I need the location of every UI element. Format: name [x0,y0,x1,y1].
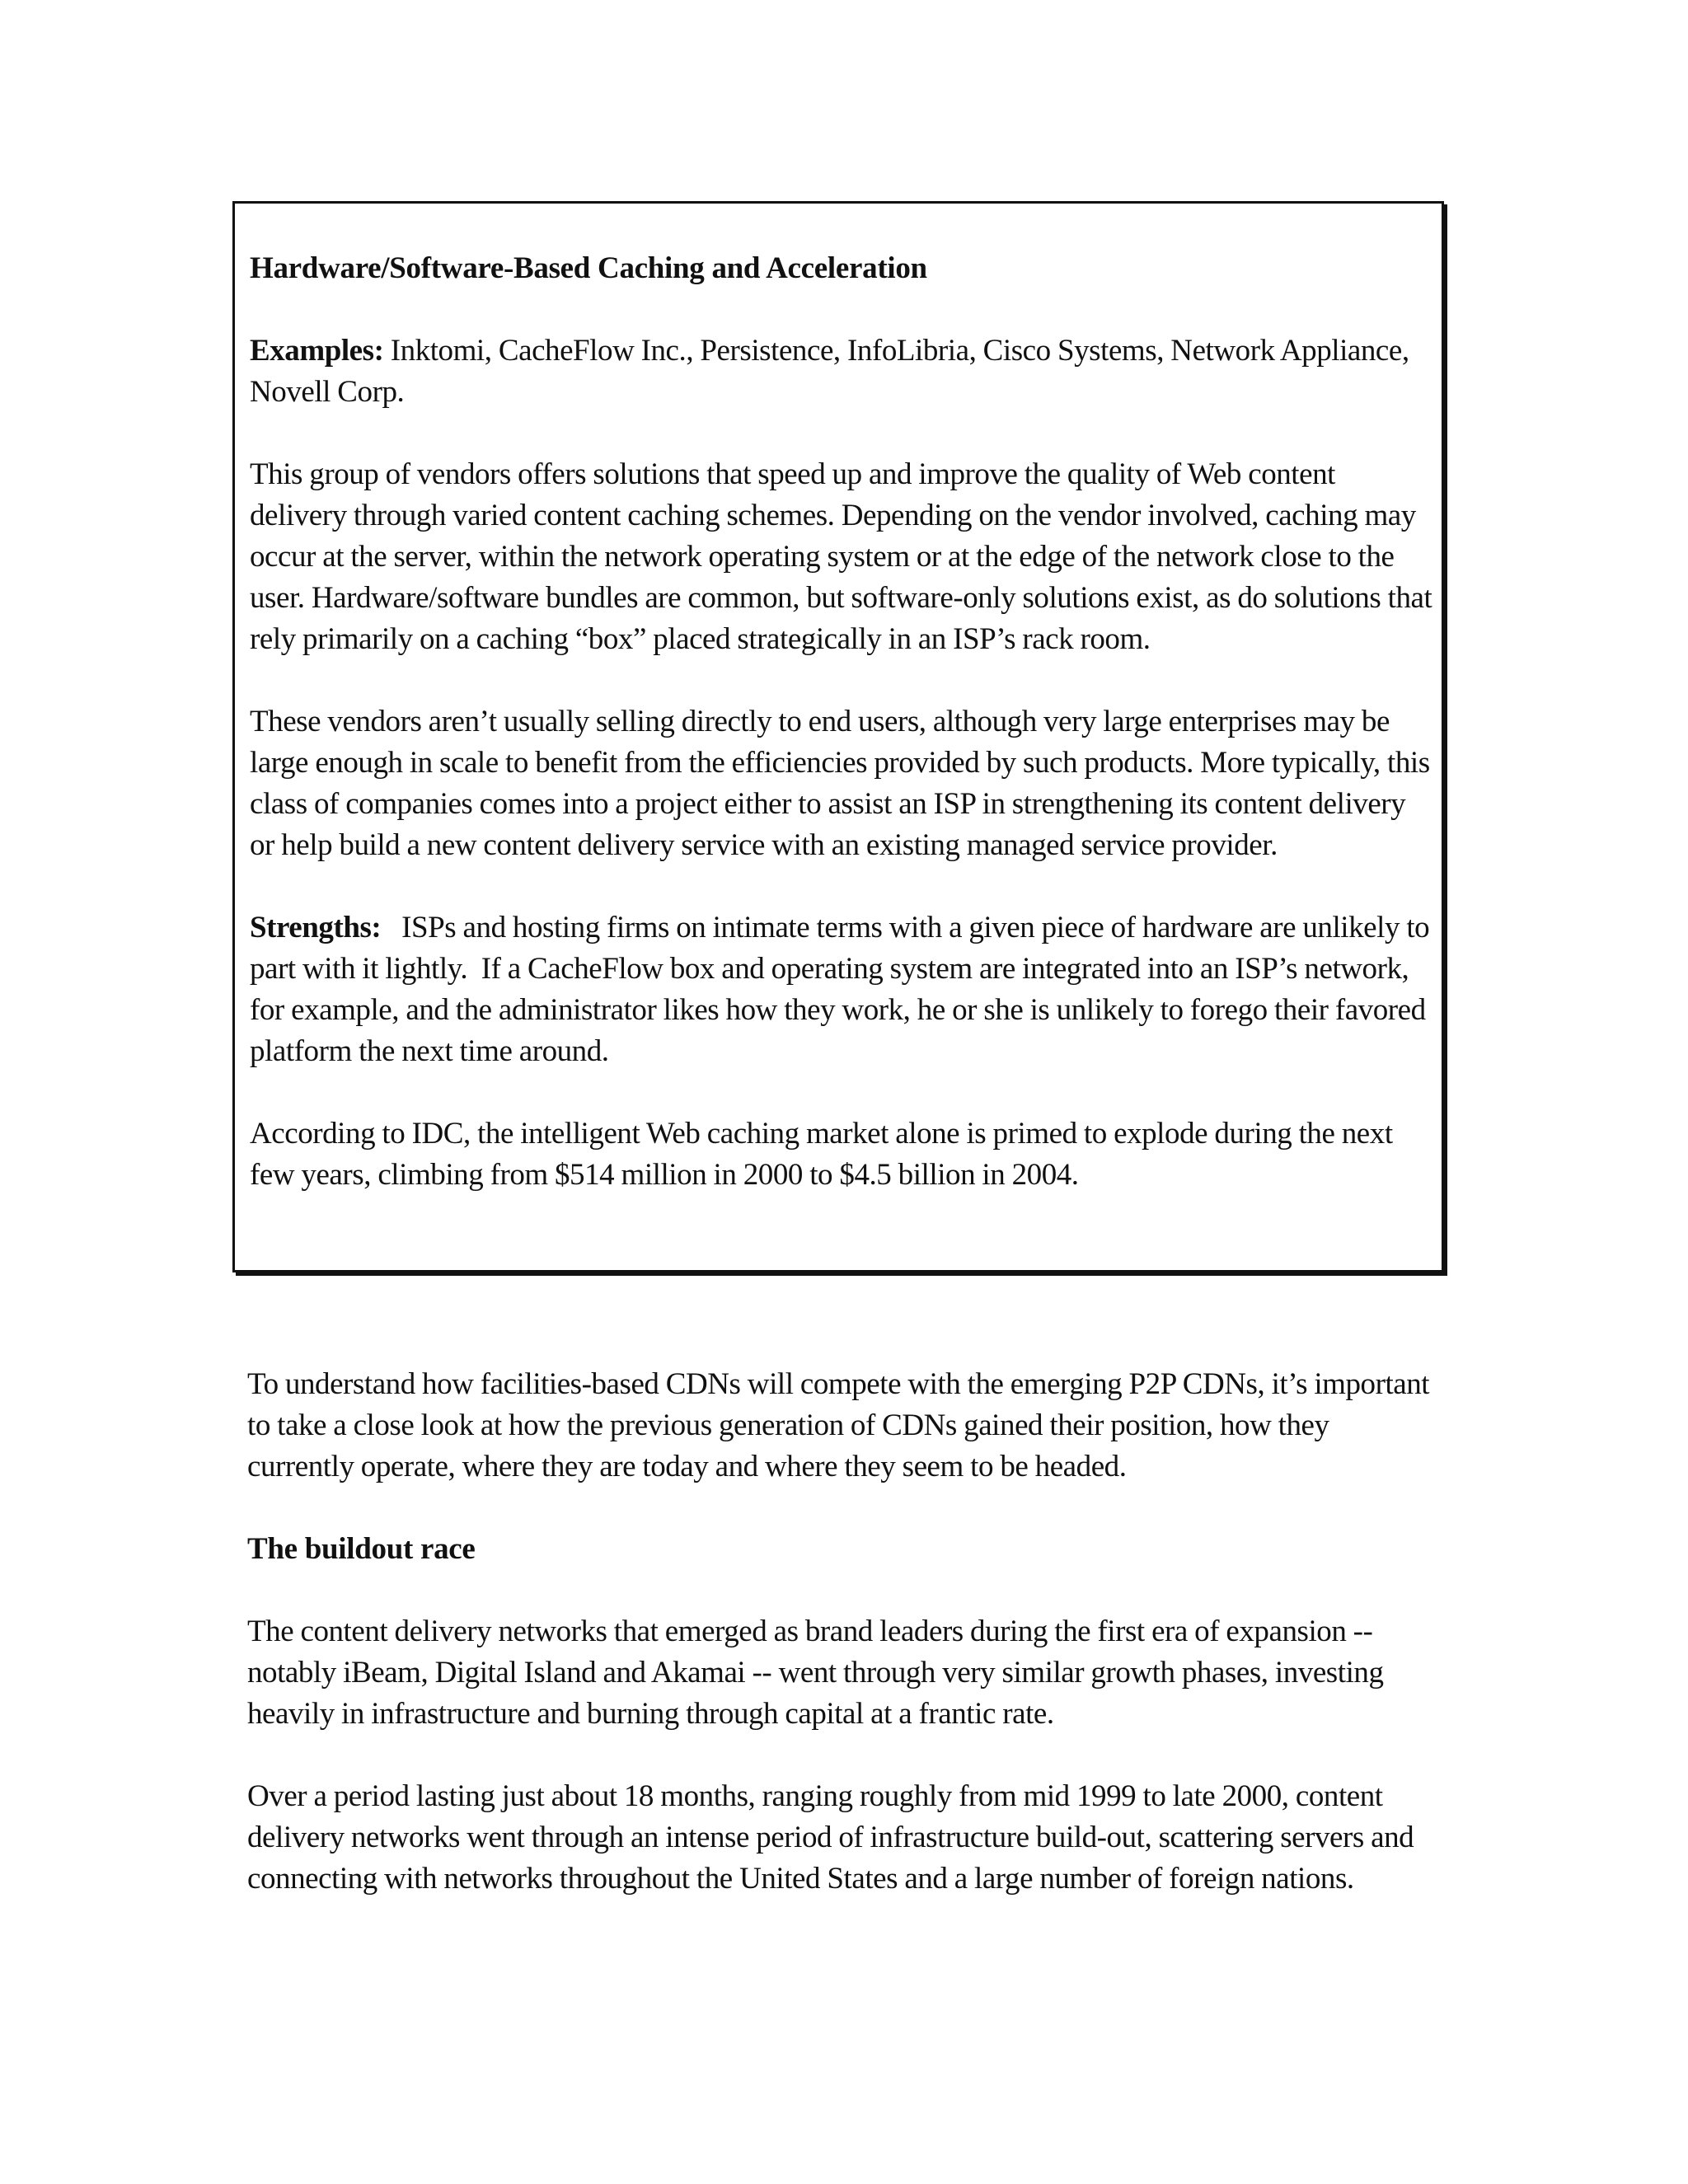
caching-sidebar-box [232,201,1444,1272]
sidebar-paragraph-3: According to IDC, the intelligent Web caching market alone is primed to explode during the next few years, climbing from $514 million in 2000 to $4.5 billion in 2004. [250,1117,1393,1192]
examples-label: Examples: [250,334,384,368]
sidebar-title: Hardware/Software-Based Caching and Acceleration [250,251,927,285]
main-body [247,1364,1438,1941]
examples-text: Inktomi, CacheFlow Inc., Persistence, InfoLibria, Cisco Systems, Network Appliance, Novell Corp. [250,334,1409,409]
sidebar-paragraph-1: This group of vendors offers solutions that speed up and improve the quality of Web content delivery through varied content caching schemes. Depending on the vendor involved, caching may occur at the server, within the network operating system or at the edge of the network close to the user. Hardware/software bundles are common, but software-only solutions exist, as do solutions that rely primarily on a caching “box” placed strategically in an ISP’s rack room. [250,457,1432,656]
sidebar-content [250,248,1437,1237]
strengths-text: ISPs and hosting firms on intimate terms with a given piece of hardware are unlikely to part with it lightly. If a CacheFlow box and operating system are integrated into an ISP’s network, for example, and the administrator likes how they work, he or she is unlikely to forego their favored platform the next time around. [250,911,1437,1068]
intro-paragraph: To understand how facilities-based CDNs will compete with the emerging P2P CDNs, it’s important to take a close look at how the previous generation of CDNs gained their position, how they currently operate, where they are today and where they seem to be headed. [247,1367,1430,1483]
body-paragraph-2: Over a period lasting just about 18 months, ranging roughly from mid 1999 to late 2000, content delivery networks went through an intense period of infrastructure build-out, scattering servers and connecting with networks throughout the United States and a large number of foreign nations. [247,1779,1414,1896]
strengths-paragraph [250,907,1437,1072]
section-heading: The buildout race [247,1532,476,1566]
body-paragraph-1: The content delivery networks that emerged as brand leaders during the first era of expansion -- notably iBeam, Digital Island and Akamai -- went through very similar growth phases, investing heavily in infrastructure and burning through capital at a frantic rate. [247,1615,1384,1731]
sidebar-paragraph-2: These vendors aren’t usually selling directly to end users, although very large enterprises may be large enough in scale to benefit from the efficiencies provided by such products. More typically, this class of companies comes into a project either to assist an ISP in strengthening its content delivery or help build a new content delivery service with an existing managed service provider. [250,705,1430,862]
examples-paragraph [250,330,1437,413]
strengths-label: Strengths: [250,911,382,944]
